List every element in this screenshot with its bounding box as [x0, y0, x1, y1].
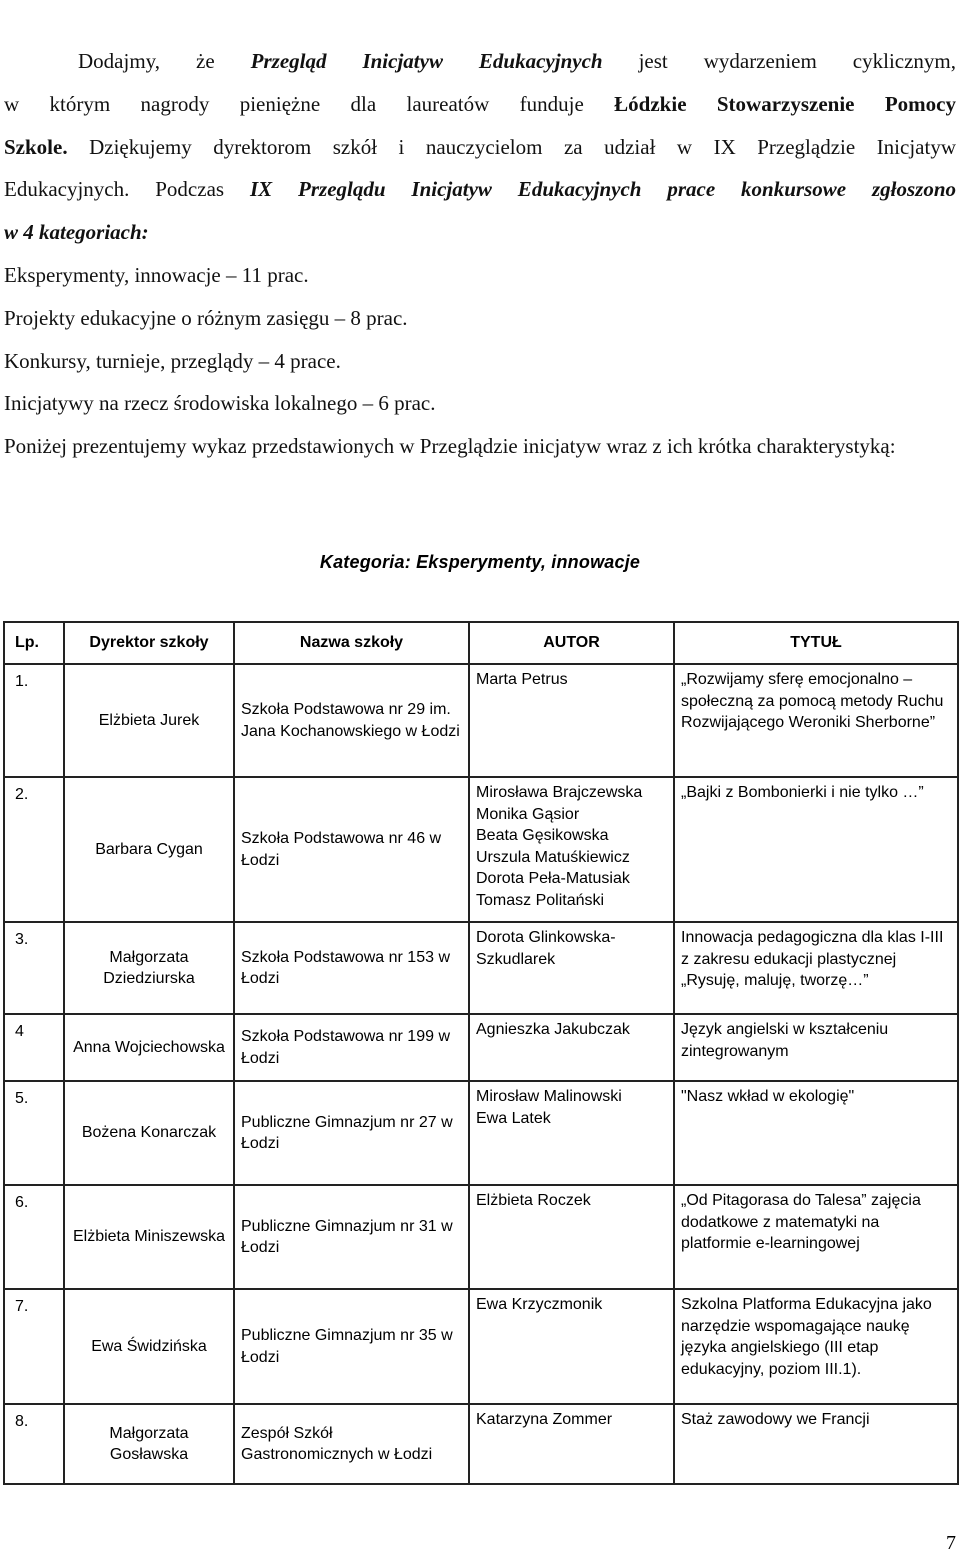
- author-cell: Mirosława Brajczewska Monika Gąsior Beata Gęsikowska Urszula Matuśkiewicz Dorota Peła-Matusiak Tomasz Politański: [469, 777, 674, 922]
- intro-line-1: [4, 40, 956, 83]
- category-count-1: Eksperymenty, innowacje – 11 prac.: [4, 262, 309, 287]
- school-cell: Publiczne Gimnazjum nr 27 w Łodzi: [234, 1081, 469, 1185]
- header-szkola: Nazwa szkoły: [234, 622, 469, 664]
- category-count-3: Konkursy, turnieje, przeglądy – 4 prace.: [4, 348, 341, 373]
- author-cell: Elżbieta Roczek: [469, 1185, 674, 1289]
- event-name: Przegląd Inicjatyw Edukacyjnych: [250, 49, 603, 73]
- table-row: [4, 1185, 958, 1289]
- intro-l4a: Edukacyjnych. Podczas: [4, 177, 250, 202]
- page-number: 7: [946, 1532, 956, 1554]
- school-cell: Publiczne Gimnazjum nr 31 w Łodzi: [234, 1185, 469, 1289]
- title-cell: "Nasz wkład w ekologię": [674, 1081, 958, 1185]
- author-cell: Dorota Glinkowska-Szkudlarek: [469, 922, 674, 1014]
- director-cell: Bożena Konarczak: [64, 1081, 234, 1185]
- intro-line-4: [4, 168, 956, 211]
- table-row: [4, 664, 958, 777]
- intro-l2a: w którym nagrody pieniężne dla laureatów funduje: [4, 91, 615, 116]
- intro-line-5: w 4 kategoriach:: [4, 220, 149, 245]
- intro-l1c: jest wydarzeniem cyklicznym,: [602, 49, 957, 73]
- category-heading: Kategoria: Eksperymenty, innowacje: [319, 552, 641, 572]
- author-cell: Ewa Krzyczmonik: [469, 1289, 674, 1404]
- school-cell: Szkoła Podstawowa nr 153 w Łodzi: [234, 922, 469, 1014]
- intro-closing: Poniżej prezentujemy wykaz przedstawionych w Przeglądzie inicjatyw wraz z ich krótka charakterystyką:: [4, 434, 896, 459]
- school-cell: Publiczne Gimnazjum nr 35 w Łodzi: [234, 1289, 469, 1404]
- title-cell: „Rozwijamy sferę emocjonalno – społeczną za pomocą metody Ruchu Rozwijającego Weroniki Sherborne”: [674, 664, 958, 777]
- row-number: 5.: [4, 1081, 64, 1185]
- row-number: 1.: [4, 664, 64, 777]
- author-cell: Agnieszka Jakubczak: [469, 1014, 674, 1081]
- director-cell: Barbara Cygan: [64, 777, 234, 922]
- category-count-2: Projekty edukacyjne o różnym zasięgu – 8 prac.: [4, 305, 408, 330]
- sponsor-name: Łódzkie Stowarzyszenie Pomocy: [614, 91, 956, 116]
- intro-text: [4, 40, 956, 468]
- row-number: 2.: [4, 777, 64, 922]
- title-cell: „Od Pitagorasa do Talesa” zajęcia dodatkowe z matematyki na platformie e-learningowej: [674, 1185, 958, 1289]
- intro-l3b: Dziękujemy dyrektorom szkół i nauczycielom za udział w IX Przeglądzie Inicjatyw: [67, 134, 956, 159]
- table-row: [4, 1404, 958, 1484]
- director-cell: Małgorzata Gosławska: [64, 1404, 234, 1484]
- intro-l4b: IX Przeglądu Inicjatyw Edukacyjnych prace konkursowe zgłoszono: [249, 177, 956, 202]
- intro-l1a: Dodajmy, że: [78, 49, 251, 73]
- school-cell: Szkoła Podstawowa nr 46 w Łodzi: [234, 777, 469, 922]
- title-cell: Innowacja pedagogiczna dla klas I-III z zakresu edukacji plastycznej „Rysuję, maluję, tworzę…”: [674, 922, 958, 1014]
- intro-line-3: [4, 126, 956, 169]
- school-cell: Zespół Szkół Gastronomicznych w Łodzi: [234, 1404, 469, 1484]
- title-cell: Język angielski w kształceniu zintegrowanym: [674, 1014, 958, 1081]
- header-tytul: TYTUŁ: [674, 622, 958, 664]
- director-cell: Anna Wojciechowska: [64, 1014, 234, 1081]
- row-number: 6.: [4, 1185, 64, 1289]
- header-autor: AUTOR: [469, 622, 674, 664]
- table-header-row: [4, 622, 958, 664]
- director-cell: Elżbieta Miniszewska: [64, 1185, 234, 1289]
- title-cell: „Bajki z Bombonierki i nie tylko …”: [674, 777, 958, 922]
- sponsor-name-end: Szkole.: [4, 134, 68, 159]
- table-row: [4, 1081, 958, 1185]
- title-cell: Staż zawodowy we Francji: [674, 1404, 958, 1484]
- director-cell: Małgorzata Dziedziurska: [64, 922, 234, 1014]
- table-row: [4, 777, 958, 922]
- intro-line-2: [4, 83, 956, 126]
- author-cell: Mirosław Malinowski Ewa Latek: [469, 1081, 674, 1185]
- author-cell: Katarzyna Zommer: [469, 1404, 674, 1484]
- header-lp: Lp.: [4, 622, 64, 664]
- author-cell: Marta Petrus: [469, 664, 674, 777]
- row-number: 4: [4, 1014, 64, 1081]
- table-row: [4, 922, 958, 1014]
- school-cell: Szkoła Podstawowa nr 29 im. Jana Kochanowskiego w Łodzi: [234, 664, 469, 777]
- row-number: 3.: [4, 922, 64, 1014]
- row-number: 7.: [4, 1289, 64, 1404]
- initiatives-table: [3, 621, 959, 1485]
- director-cell: Ewa Świdzińska: [64, 1289, 234, 1404]
- category-count-4: Inicjatywy na rzecz środowiska lokalnego – 6 prac.: [4, 391, 436, 416]
- table-row: [4, 1289, 958, 1404]
- director-cell: Elżbieta Jurek: [64, 664, 234, 777]
- row-number: 8.: [4, 1404, 64, 1484]
- title-cell: Szkolna Platforma Edukacyjna jako narzędzie wspomagające naukę języka angielskiego (III etap edukacyjny, poziom III.1).: [674, 1289, 958, 1404]
- school-cell: Szkoła Podstawowa nr 199 w Łodzi: [234, 1014, 469, 1081]
- table-row: [4, 1014, 958, 1081]
- header-dyrektor: Dyrektor szkoły: [64, 622, 234, 664]
